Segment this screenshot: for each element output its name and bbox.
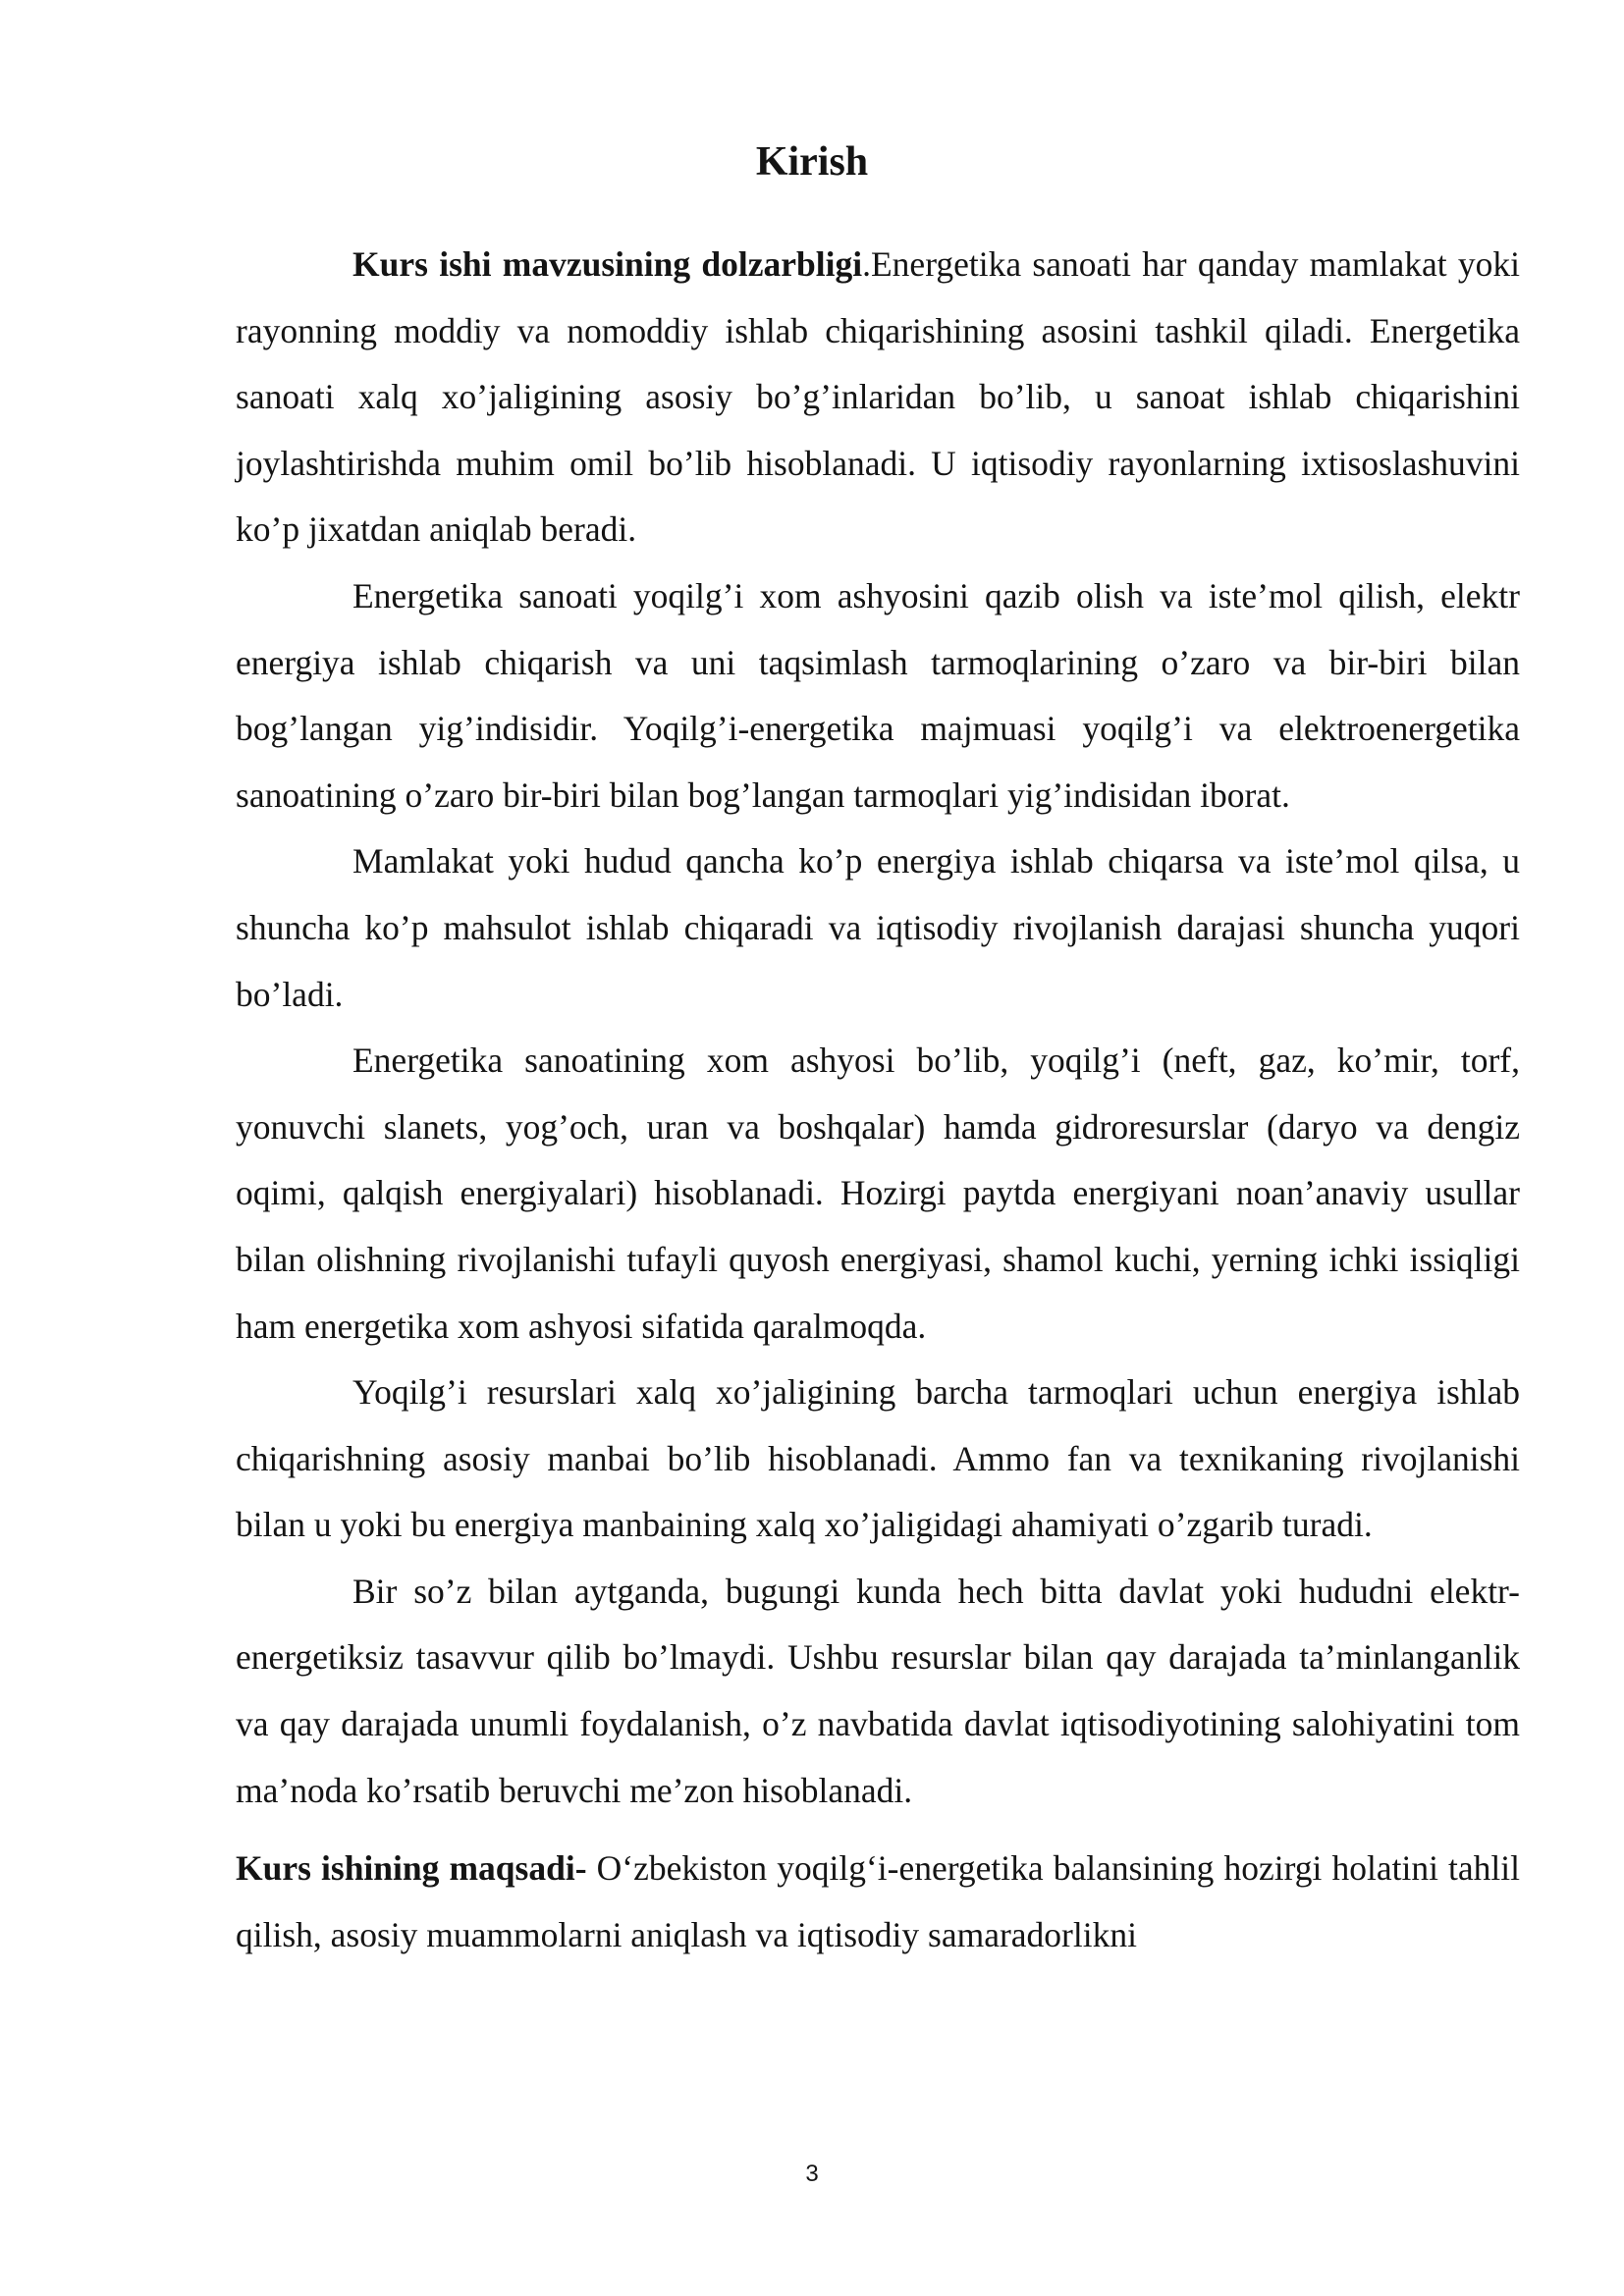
paragraph-text: .Energetika sanoati har qanday mamlakat yoki rayonning moddiy va nomoddiy ishlab chiqarishining asosini tashkil qiladi. Energetika sanoati xalq xo’jaligining asosiy bo’g’inlaridan bo’lib, u sanoat ishlab chiqarishini joylashtirishda muhim omil bo’lib hisoblanadi. U iqtisodiy rayonlarning ixtisoslashuvini ko’p jixatdan aniqlab beradi. [236, 244, 1521, 550]
page-number: 3 [805, 2161, 819, 2187]
paragraph-text: Energetika sanoatining xom ashyosi bo’lib, yoqilg’i (neft, gaz, ko’mir, torf, yonuvchi slanets, yog’och, uran va boshqalar) hamda gidroresurslar (daryo va dengiz oqimi, qalqish energiyalari) hisoblanadi. Hozirgi paytda energiyani noan’anaviy usullar bilan olishning rivojlanishi tufayli quyosh energiyasi, shamol kuchi, yerning ichki issiqligi ham energetika xom ashyosi sifatida qaralmoqda. [236, 1041, 1520, 1346]
paragraph-goal [236, 1836, 1520, 1968]
document-body [236, 232, 1520, 1968]
paragraph-text: Yoqilg’i resurslari xalq xo’jaligining barcha tarmoqlari uchun energiya ishlab chiqarishning asosiy manbai bo’lib hisoblanadi. Ammo fan va texnikaning rivojlanishi bilan u yoki bu energiya manbaining xalq xo’jaligidagi ahamiyati o’zgarib turadi. [236, 1372, 1520, 1545]
paragraph-relevance [236, 232, 1520, 563]
paragraph-text: Bir so’z bilan aytganda, bugungi kunda hech bitta davlat yoki hududni elektr- energetiksiz tasavvur qilib bo’lmaydi. Ushbu resurslar bilan qay darajada ta’minlanganlik va qay darajada unumli foydalanish, o’z navbatida davlat iqtisodiyotining salohiyatini tom ma’noda ko’rsatib beruvchi me’zon hisoblanadi. [236, 1571, 1520, 1810]
paragraph-lead-heading: Kurs ishining maqsadi- [236, 1848, 587, 1889]
paragraph-text: Mamlakat yoki hudud qancha ko’p energiya ishlab chiqarsa va iste’mol qilsa, u shuncha ko’p mahsulot ishlab chiqaradi va iqtisodiy rivojlanish darajasi shuncha yuqori bo’ladi. [236, 841, 1520, 1014]
paragraph-energy-industry [236, 563, 1520, 828]
paragraph-summary [236, 1559, 1520, 1824]
paragraph-energy-consumption [236, 828, 1520, 1028]
paragraph-text: Energetika sanoati yoqilg’i xom ashyosini qazib olish va iste’mol qilish, elektr energiya ishlab chiqarish va uni taqsimlash tarmoqlarining o’zaro va bir-biri bilan bog’langan yig’indisidir. Yoqilg’i-energetika majmuasi yoqilg’i va elektroenergetika sanoatining o’zaro bir-biri bilan bog’langan tarmoqlari yig’indisidan iborat. [236, 575, 1520, 815]
paragraph-fuel-resources [236, 1360, 1520, 1559]
page-title: Kirish [755, 139, 869, 185]
paragraph-lead-heading: Kurs ishi mavzusining dolzarbligi [352, 244, 863, 284]
paragraph-raw-materials [236, 1028, 1520, 1360]
paragraph-text: O‘zbekiston yoqilg‘i-energetika balansining hozirgi holatini tahlil qilish, asosiy muammolarni aniqlash va iqtisodiy samaradorlikni [236, 1848, 1520, 1954]
